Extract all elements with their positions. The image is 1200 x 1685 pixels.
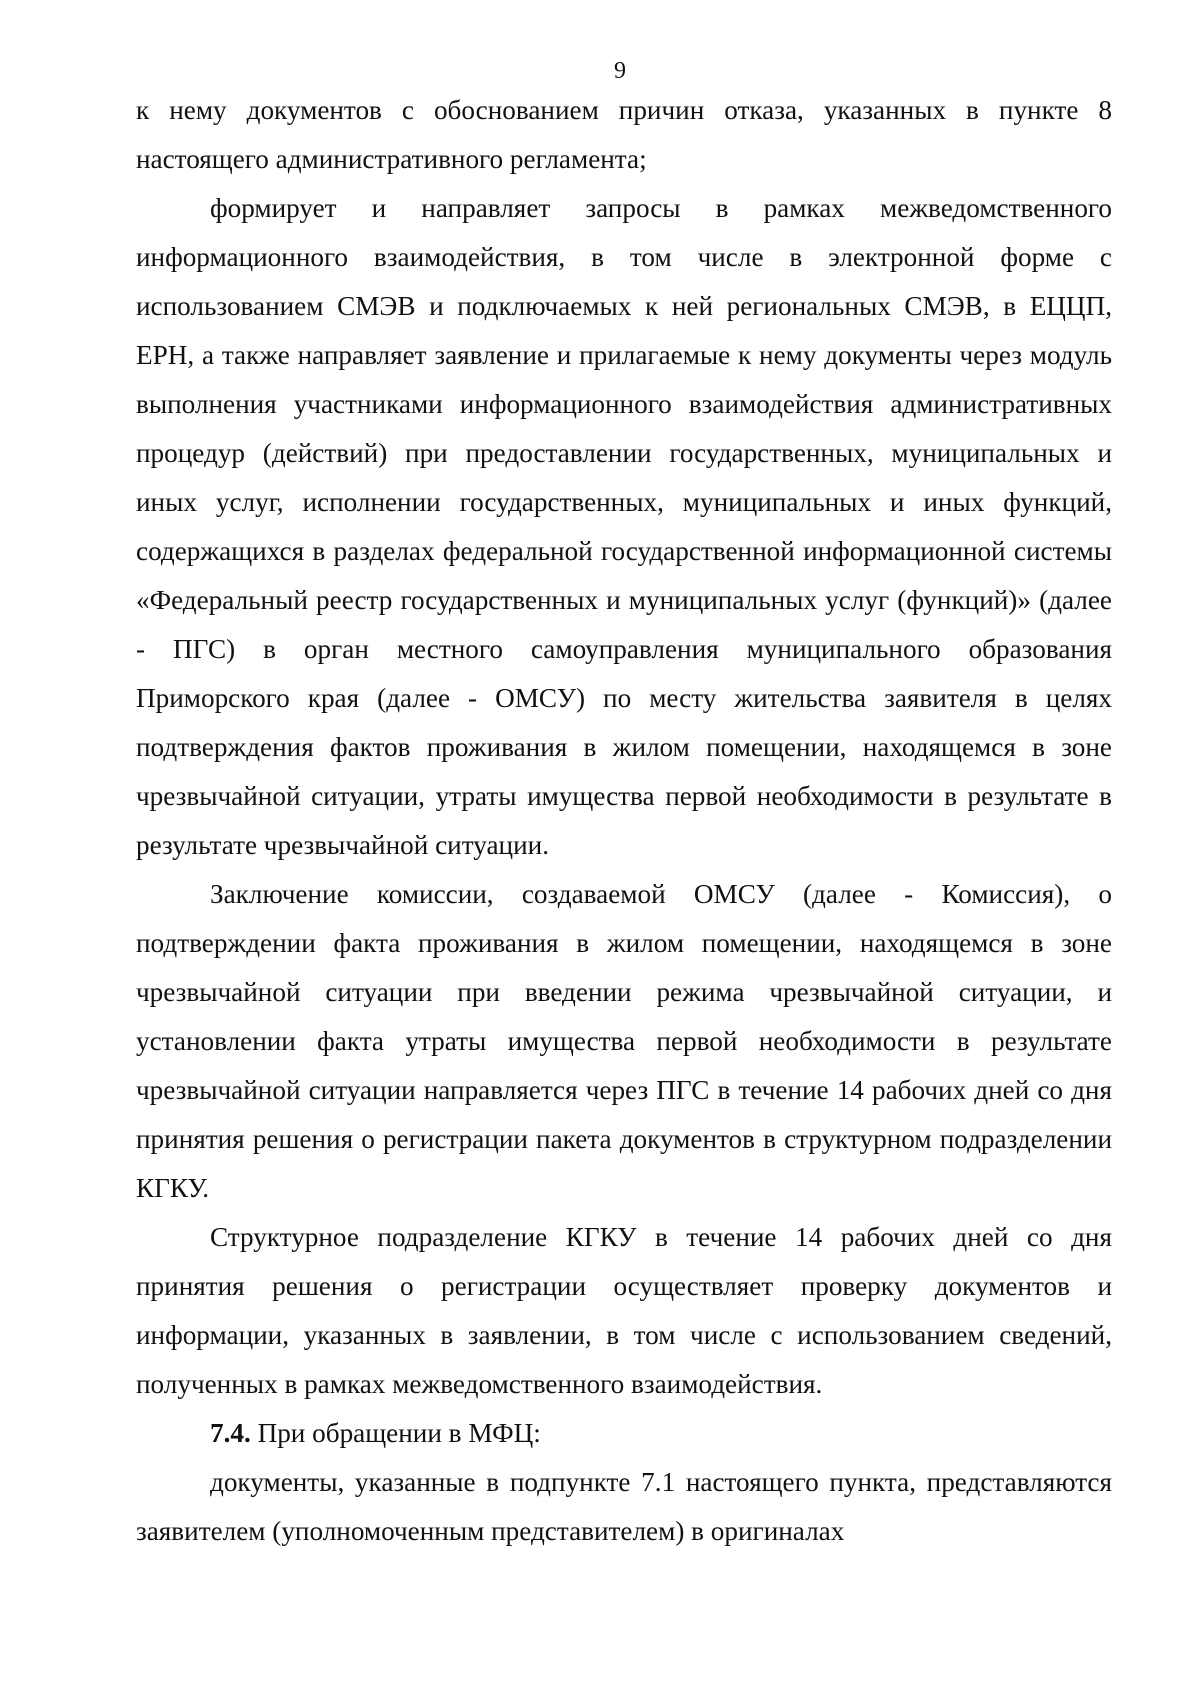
section-heading-text: При обращении в МФЦ: bbox=[250, 1418, 541, 1448]
paragraph-commission-conclusion: Заключение комиссии, создаваемой ОМСУ (далее - Комиссия), о подтверждении факта проживания в жилом помещении, находящемся в зоне чрезвычайной ситуации при введении режима чрезвычайной ситуации, и установлении факта утраты имущества первой необходимости в результате чрезвычайной ситуации направляется через ПГС в течение 14 рабочих дней со дня принятия решения о регистрации пакета документов в структурном подразделении КГКУ. bbox=[136, 879, 1112, 1203]
paragraph-requests: формирует и направляет запросы в рамках межведомственного информационного взаимодействия, в том числе в электронной форме с использованием СМЭВ и подключаемых к ней региональных СМЭВ, в ЕЦЦП, ЕРН, а также направляет заявление и прилагаемые к нему документы через модуль выполнения участниками информационного взаимодействия административных процедур (действий) при предоставлении государственных, муниципальных и иных услуг, исполнении государственных, муниципальных и иных функций, содержащихся в разделах федеральной государственной информационной системы «Федеральный реестр государственных и муниципальных услуг (функций)» (далее - ПГС) в орган местного самоуправления муниципального образования Приморского края (далее - ОМСУ) по месту жительства заявителя в целях подтверждения фактов проживания в жилом помещении, находящемся в зоне чрезвычайной ситуации, утраты имущества первой необходимости в результате в результате чрезвычайной ситуации. bbox=[136, 193, 1112, 860]
paragraph-section-7-4 bbox=[136, 1409, 1112, 1458]
paragraph-kgku-verification: Структурное подразделение КГКУ в течение 14 рабочих дней со дня принятия решения о регистрации осуществляет проверку документов и информации, указанных в заявлении, в том числе с использованием сведений, полученных в рамках межведомственного взаимодействия. bbox=[136, 1222, 1112, 1399]
paragraph-documents: документы, указанные в подпункте 7.1 настоящего пункта, представляются заявителем (уполномоченным представителем) в оригиналах bbox=[136, 1467, 1112, 1546]
page-number: 9 bbox=[614, 58, 626, 84]
section-number: 7.4. bbox=[210, 1418, 251, 1448]
paragraph-continuation: к нему документов с обоснованием причин отказа, указанных в пункте 8 настоящего административного регламента; bbox=[136, 95, 1112, 174]
document-body bbox=[136, 86, 1112, 1556]
